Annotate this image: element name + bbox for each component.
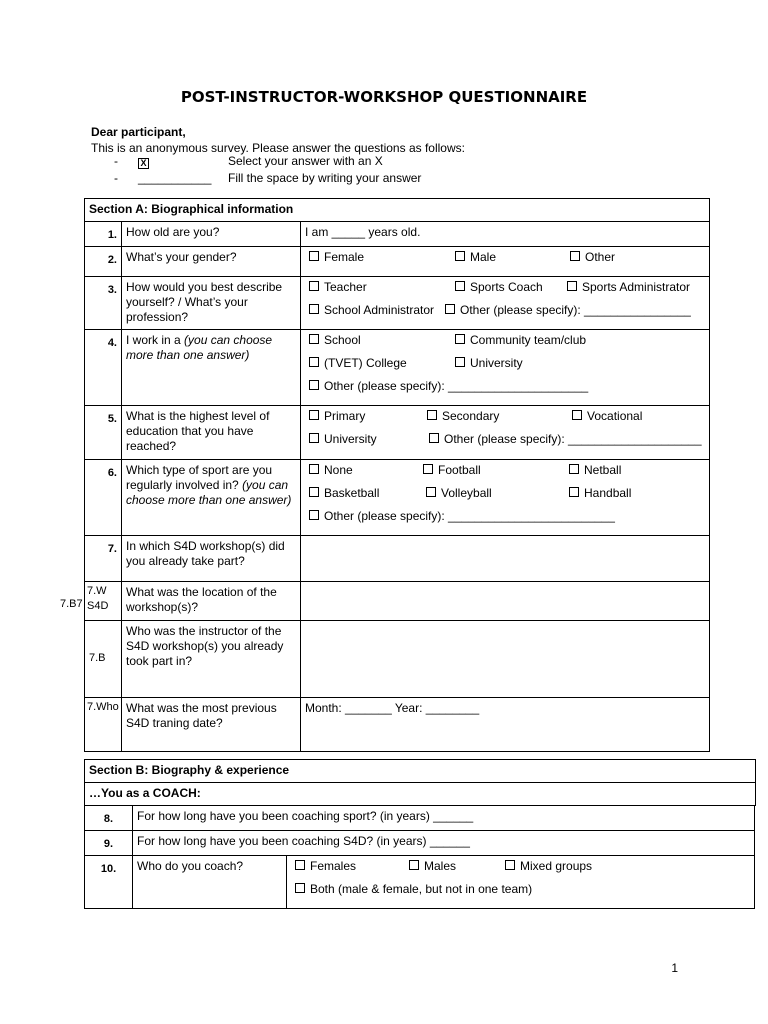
- section-b-header-table: [84, 759, 756, 806]
- option-netball[interactable]: Netball: [569, 463, 621, 478]
- option-other[interactable]: Other: [570, 250, 615, 265]
- checkbox-icon: [569, 487, 579, 497]
- checkbox-icon: [423, 464, 433, 474]
- checkbox-icon: [426, 487, 436, 497]
- checkbox-icon: [309, 334, 319, 344]
- question-row-6: 6. Which type of sport are you regularly involved in? (you can choose more than one answer) None Football Netball Basketball Volleyball Handball Other (please specify): _________________________: [85, 460, 710, 536]
- intro: [91, 124, 465, 156]
- question-row-7b: 7.B Who was the instructor of the S4D workshop(s) you already took part in?: [85, 621, 710, 698]
- option-sports-coach[interactable]: Sports Coach: [455, 280, 543, 295]
- checkbox-icon: [309, 487, 319, 497]
- checkbox-icon: [455, 251, 465, 261]
- option-school-administrator[interactable]: School Administrator: [309, 303, 434, 318]
- checkbox-icon: [309, 357, 319, 367]
- option-university[interactable]: University: [455, 356, 523, 371]
- option-both[interactable]: Both (male & female, but not in one team): [295, 882, 532, 897]
- checkbox-icon: [309, 464, 319, 474]
- question-row-4: 4. I work in a (you can choose more than one answer) School Community team/club (TVET) College University Other (please specify): _____________________: [85, 330, 710, 406]
- question-row-1: 1. How old are you? I am _____ years old.: [85, 222, 710, 247]
- option-other-sport[interactable]: Other (please specify): _________________________: [309, 509, 615, 524]
- workshop-answer-field[interactable]: [301, 536, 710, 582]
- section-b-table: [84, 805, 755, 909]
- question-row-7c: 7.Who What was the most previous S4D traning date? Month: _______ Year: ________: [85, 698, 710, 752]
- checkbox-icon: [309, 410, 319, 420]
- margin-label: 7.B7: [60, 598, 83, 610]
- checkbox-icon: [455, 334, 465, 344]
- option-secondary[interactable]: Secondary: [427, 409, 499, 424]
- option-vocational[interactable]: Vocational: [572, 409, 642, 424]
- option-sports-administrator[interactable]: Sports Administrator: [567, 280, 690, 295]
- checkbox-icon: [572, 410, 582, 420]
- option-volleyball[interactable]: Volleyball: [426, 486, 492, 501]
- intro-text: This is an anonymous survey. Please answer the questions as follows:: [91, 141, 465, 155]
- checkbox-icon: [309, 380, 319, 390]
- option-male[interactable]: Male: [455, 250, 496, 265]
- option-female[interactable]: Female: [309, 250, 364, 265]
- question-row-10: 10. Who do you coach? Females Males Mixed groups Both (male & female, but not in one team): [85, 856, 755, 909]
- option-community-team[interactable]: Community team/club: [455, 333, 586, 348]
- option-females[interactable]: Females: [295, 859, 356, 874]
- option-males[interactable]: Males: [409, 859, 456, 874]
- checkbox-icon: [295, 883, 305, 893]
- checkbox-icon: [455, 281, 465, 291]
- section-b-subheader: …You as a COACH:: [85, 783, 756, 806]
- option-handball[interactable]: Handball: [569, 486, 631, 501]
- question-row-7: 7. In which S4D workshop(s) did you already take part?: [85, 536, 710, 582]
- section-a-header: Section A: Biographical information: [85, 199, 710, 222]
- checkbox-icon: [295, 860, 305, 870]
- checkbox-icon: [409, 860, 419, 870]
- section-a-table: [84, 198, 710, 752]
- question-row-2: 2. What’s your gender? Female Male Other: [85, 247, 710, 277]
- location-answer-field[interactable]: [301, 582, 710, 621]
- question-row-9: 9. For how long have you been coaching S4D? (in years) ______: [85, 831, 755, 856]
- checkbox-icon: [505, 860, 515, 870]
- question-row-3: 3. How would you best describe yourself? / What’s your profession? Teacher Sports Coach Sports Administrator School Administrator Other (please specify): ________________: [85, 277, 710, 330]
- checkbox-icon: [429, 433, 439, 443]
- option-mixed-groups[interactable]: Mixed groups: [505, 859, 592, 874]
- checkbox-icon: [309, 510, 319, 520]
- option-other-profession[interactable]: Other (please specify): ________________: [445, 303, 691, 318]
- checkbox-icon: [567, 281, 577, 291]
- checkbox-icon: [309, 281, 319, 291]
- option-university-education[interactable]: University: [309, 432, 377, 447]
- checkbox-icon: [427, 410, 437, 420]
- option-other-education[interactable]: Other (please specify): ____________________: [429, 432, 702, 447]
- checkbox-icon: [569, 464, 579, 474]
- date-answer-field[interactable]: Month: _______ Year: ________: [301, 698, 710, 752]
- instructor-answer-field[interactable]: [301, 621, 710, 698]
- option-football[interactable]: Football: [423, 463, 481, 478]
- option-school[interactable]: School: [309, 333, 361, 348]
- option-basketball[interactable]: Basketball: [309, 486, 379, 501]
- section-b-header: Section B: Biography & experience: [85, 760, 756, 783]
- question-row-8: 8. For how long have you been coaching sport? (in years) ______: [85, 806, 755, 831]
- question-row-5: 5. What is the highest level of education that you have reached? Primary Secondary Vocational University Other (please specify): ____________________: [85, 406, 710, 460]
- greeting: Dear participant,: [91, 125, 186, 139]
- option-other-workplace[interactable]: Other (please specify): _____________________: [309, 379, 588, 394]
- checkbox-icon: [445, 304, 455, 314]
- option-primary[interactable]: Primary: [309, 409, 365, 424]
- page-number: 1: [671, 961, 678, 975]
- checkbox-icon: [309, 304, 319, 314]
- checkbox-icon: [455, 357, 465, 367]
- x-checkbox-icon: X: [138, 158, 149, 169]
- option-tvet-college[interactable]: (TVET) College: [309, 356, 407, 371]
- checkbox-icon: [309, 251, 319, 261]
- checkbox-icon: [309, 433, 319, 443]
- option-none[interactable]: None: [309, 463, 353, 478]
- page-title: POST-INSTRUCTOR-WORKSHOP QUESTIONNAIRE: [180, 88, 588, 106]
- option-teacher[interactable]: Teacher: [309, 280, 367, 295]
- question-row-7a: 7.W S4D What was the location of the workshop(s)?: [85, 582, 710, 621]
- age-field[interactable]: I am _____ years old.: [301, 222, 710, 247]
- checkbox-icon: [570, 251, 580, 261]
